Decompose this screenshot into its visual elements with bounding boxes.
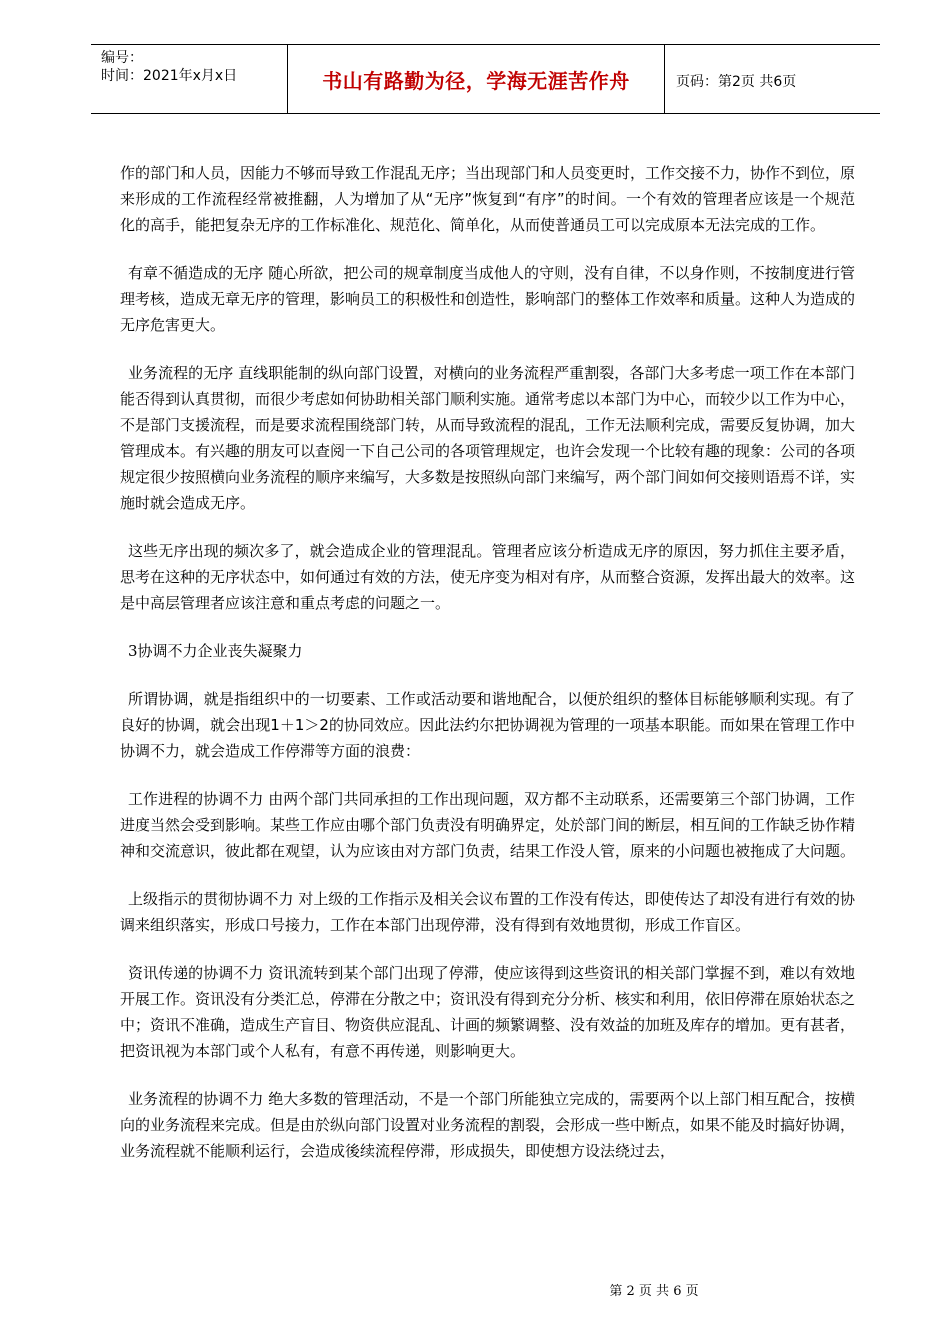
page-footer: [0, 1280, 950, 1299]
paragraph: 所谓协调，就是指组织中的一切要素、工作或活动要和谐地配合，以便於组织的整体目标能够顺利实现。有了良好的协调，就会出现1＋1＞2的协同效应。因此法约尔把协调视为管理的一项基本职能。而如果在管理工作中协调不力，就会造成工作停滞等方面的浪费：: [120, 690, 855, 760]
paragraph: 资讯传递的协调不力 资讯流转到某个部门出现了停滞，使应该得到这些资讯的相关部门掌握不到，难以有效地开展工作。资讯没有分类汇总，停滞在分散之中；资讯没有得到充分分析、核实和利用，依旧停滞在原始状态之中；资讯不准确，造成生产盲目、物资供应混乱、计画的频繁调整、没有效益的加班及库存的增加。更有甚者，把资讯视为本部门或个人私有，有意不再传递，则影响更大。: [120, 964, 856, 1060]
paragraph: 业务流程的协调不力 绝大多数的管理活动，不是一个部门所能独立完成的，需要两个以上部门相互配合，按横向的业务流程来完成。但是由於纵向部门设置对业务流程的割裂，会形成一些中断点，如果不能及时搞好协调，业务流程就不能顺利运行，会造成後续流程停滞，形成损失，即使想方设法绕过去，: [120, 1090, 856, 1160]
doc-number-label: 编号：: [101, 50, 143, 66]
section-heading: 3协调不力企业丧失凝聚力: [128, 642, 303, 660]
document-body: [120, 160, 855, 1186]
paragraph: 有章不循造成的无序 随心所欲，把公司的规章制度当成他人的守则，没有自律，不以身作则，不按制度进行管理考核，造成无章无序的管理，影响员工的积极性和创造性，影响部门的整体工作效率和质量。这种人为造成的无序危害更大。: [120, 264, 856, 334]
paragraph: 作的部门和人员，因能力不够而导致工作混乱无序；当出现部门和人员变更时，工作交接不力，协作不到位，原来形成的工作流程经常被推翻，人为增加了从“无序”恢复到“有序”的时间。一个有效的管理者应该是一个规范化的高手，能把复杂无序的工作标准化、规范化、简单化，从而使普通员工可以完成原本无法完成的工作。: [120, 164, 856, 234]
paragraph: 业务流程的无序 直线职能制的纵向部门设置，对横向的业务流程严重割裂，各部门大多考虑一项工作在本部门能否得到认真贯彻，而很少考虑如何协助相关部门顺利实施。通常考虑以本部门为中心，而较少以工作为中心，不是部门支援流程，而是要求流程围绕部门转，从而导致流程的混乱，工作无法顺利完成，需要反复协调，加大管理成本。有兴趣的朋友可以查阅一下自己公司的各项管理规定，也许会发现一个比较有趣的现象：公司的各项规定很少按照横向业务流程的顺序来编写，大多数是按照纵向部门来编写，两个部门间如何交接则语焉不详，实施时就会造成无序。: [120, 364, 856, 512]
paragraph: 这些无序出现的频次多了，就会造成企业的管理混乱。管理者应该分析造成无序的原因，努力抓住主要矛盾，思考在这种的无序状态中，如何通过有效的方法，使无序变为相对有序，从而整合资源，发挥出最大的效率。这是中高层管理者应该注意和重点考虑的问题之一。: [120, 542, 856, 612]
page-header: [91, 44, 880, 114]
header-page-label: 页码：第2页 共6页: [676, 74, 797, 90]
header-motto-box: [287, 45, 665, 113]
paragraph: 上级指示的贯彻协调不力 对上级的工作指示及相关会议布置的工作没有传达，即使传达了却没有进行有效的协调来组织落实，形成口号接力，工作在本部门出现停滞，没有得到有效地贯彻，形成工作盲区。: [120, 890, 855, 934]
header-left: [101, 49, 237, 85]
header-motto: 书山有路勤为径，学海无涯苦作舟: [322, 68, 630, 93]
paragraph: 工作进程的协调不力 由两个部门共同承担的工作出现问题，双方都不主动联系，还需要第三个部门协调，工作进度当然会受到影响。某些工作应由哪个部门负责没有明确界定，处於部门间的断层，相互间的工作缺乏协作精神和交流意识，彼此都在观望，认为应该由对方部门负责，结果工作没人管，原来的小问题也被拖成了大问题。: [120, 790, 856, 860]
footer-page-number: 第 2 页 共 6 页: [609, 1284, 699, 1299]
doc-time-label: 时间：2021年x月x日: [101, 68, 238, 84]
